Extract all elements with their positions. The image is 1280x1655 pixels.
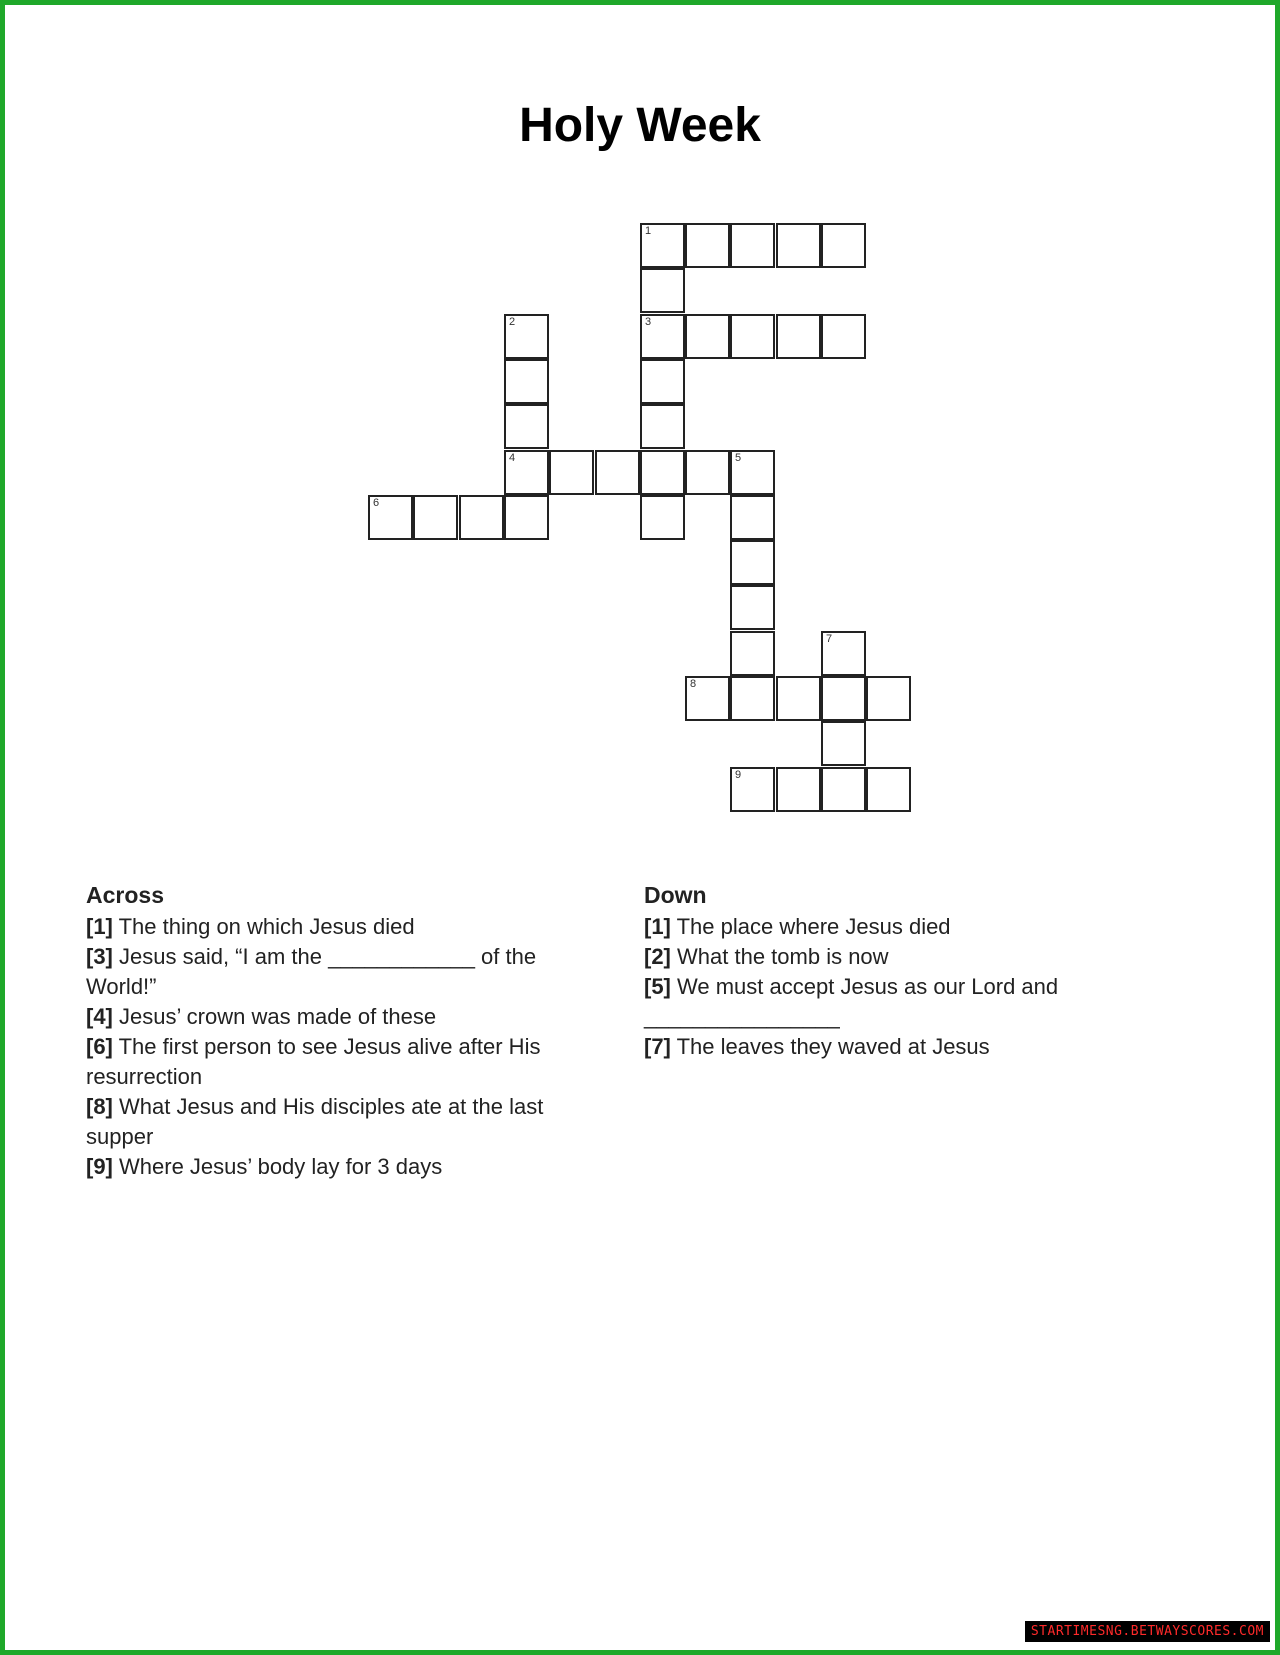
grid-cell[interactable]	[685, 676, 730, 721]
across-heading: Across	[86, 882, 164, 908]
clue-number: [3]	[86, 944, 113, 969]
clue-number: 7	[826, 633, 833, 645]
grid-cell[interactable]	[821, 721, 866, 766]
grid-cell[interactable]	[413, 495, 458, 540]
grid-cell[interactable]	[640, 223, 685, 268]
grid-cell[interactable]	[821, 767, 866, 812]
grid-cell[interactable]	[730, 450, 775, 495]
clue-number: 8	[690, 678, 697, 690]
across-clues	[86, 880, 586, 1182]
grid-cell[interactable]	[640, 450, 685, 495]
down-clue	[644, 972, 1114, 1032]
grid-cell[interactable]	[685, 223, 730, 268]
grid-cell[interactable]	[730, 223, 775, 268]
grid-cell[interactable]	[776, 314, 821, 359]
clue-number: [1]	[86, 914, 113, 939]
grid-cell[interactable]	[730, 631, 775, 676]
down-heading: Down	[644, 882, 707, 908]
grid-cell[interactable]	[730, 314, 775, 359]
across-clue	[86, 1002, 586, 1032]
across-clue	[86, 942, 586, 1002]
grid-cell[interactable]	[685, 314, 730, 359]
clue-text: Jesus’ crown was made of these	[119, 1004, 437, 1029]
grid-cell[interactable]	[821, 223, 866, 268]
clue-number: [8]	[86, 1094, 113, 1119]
grid-cell[interactable]	[368, 495, 413, 540]
grid-cell[interactable]	[504, 450, 549, 495]
grid-cell[interactable]	[640, 404, 685, 449]
clue-number: 3	[645, 316, 652, 328]
clue-text: The thing on which Jesus died	[118, 914, 415, 939]
clue-number: 2	[509, 316, 516, 328]
across-clue	[86, 1152, 586, 1182]
clue-text: The leaves they waved at Jesus	[676, 1034, 990, 1059]
grid-cell[interactable]	[821, 631, 866, 676]
grid-cell[interactable]	[776, 223, 821, 268]
grid-cell[interactable]	[595, 450, 640, 495]
clue-number: [5]	[644, 974, 671, 999]
across-clue	[86, 1092, 586, 1152]
grid-cell[interactable]	[640, 314, 685, 359]
grid-cell[interactable]	[730, 767, 775, 812]
grid-cell[interactable]	[730, 676, 775, 721]
grid-cell[interactable]	[821, 676, 866, 721]
clue-number: 1	[645, 225, 652, 237]
down-clues	[644, 880, 1114, 1062]
grid-cell[interactable]	[504, 404, 549, 449]
grid-cell[interactable]	[459, 495, 504, 540]
grid-cell[interactable]	[730, 585, 775, 630]
clue-text: What the tomb is now	[677, 944, 889, 969]
grid-cell[interactable]	[504, 359, 549, 404]
across-clue	[86, 912, 586, 942]
clue-number: 5	[735, 452, 742, 464]
page-title: Holy Week	[519, 99, 761, 152]
down-clue	[644, 942, 1114, 972]
clue-text: We must accept Jesus as our Lord and ________________	[644, 974, 1059, 1029]
clue-text: Where Jesus’ body lay for 3 days	[119, 1154, 443, 1179]
grid-cell[interactable]	[866, 676, 911, 721]
grid-cell[interactable]	[866, 767, 911, 812]
grid-cell[interactable]	[730, 495, 775, 540]
grid-cell[interactable]	[685, 450, 730, 495]
grid-cell[interactable]	[776, 767, 821, 812]
clue-number: [7]	[644, 1034, 671, 1059]
clue-number: [6]	[86, 1034, 113, 1059]
clue-number: 9	[735, 769, 742, 781]
clue-number: [4]	[86, 1004, 113, 1029]
grid-cell[interactable]	[821, 314, 866, 359]
clue-text: The first person to see Jesus alive after His resurrection	[86, 1034, 541, 1089]
grid-cell[interactable]	[640, 495, 685, 540]
clue-number: [1]	[644, 914, 671, 939]
grid-cell[interactable]	[640, 268, 685, 313]
grid-cell[interactable]	[730, 540, 775, 585]
grid-cell[interactable]	[504, 314, 549, 359]
clue-number: [9]	[86, 1154, 113, 1179]
grid-cell[interactable]	[640, 359, 685, 404]
grid-cell[interactable]	[504, 495, 549, 540]
grid-cell[interactable]	[549, 450, 594, 495]
clue-text: The place where Jesus died	[676, 914, 951, 939]
down-clue	[644, 1032, 1114, 1062]
down-clue	[644, 912, 1114, 942]
clue-number: [2]	[644, 944, 671, 969]
clue-number: 4	[509, 452, 516, 464]
watermark: STARTIMESNG.BETWAYSCORES.COM	[1025, 1621, 1270, 1642]
clue-text: Jesus said, “I am the ____________ of the World!”	[86, 944, 537, 999]
grid-cell[interactable]	[776, 676, 821, 721]
clue-text: What Jesus and His disciples ate at the last supper	[86, 1094, 544, 1149]
across-clue	[86, 1032, 586, 1092]
clue-number: 6	[373, 497, 380, 509]
